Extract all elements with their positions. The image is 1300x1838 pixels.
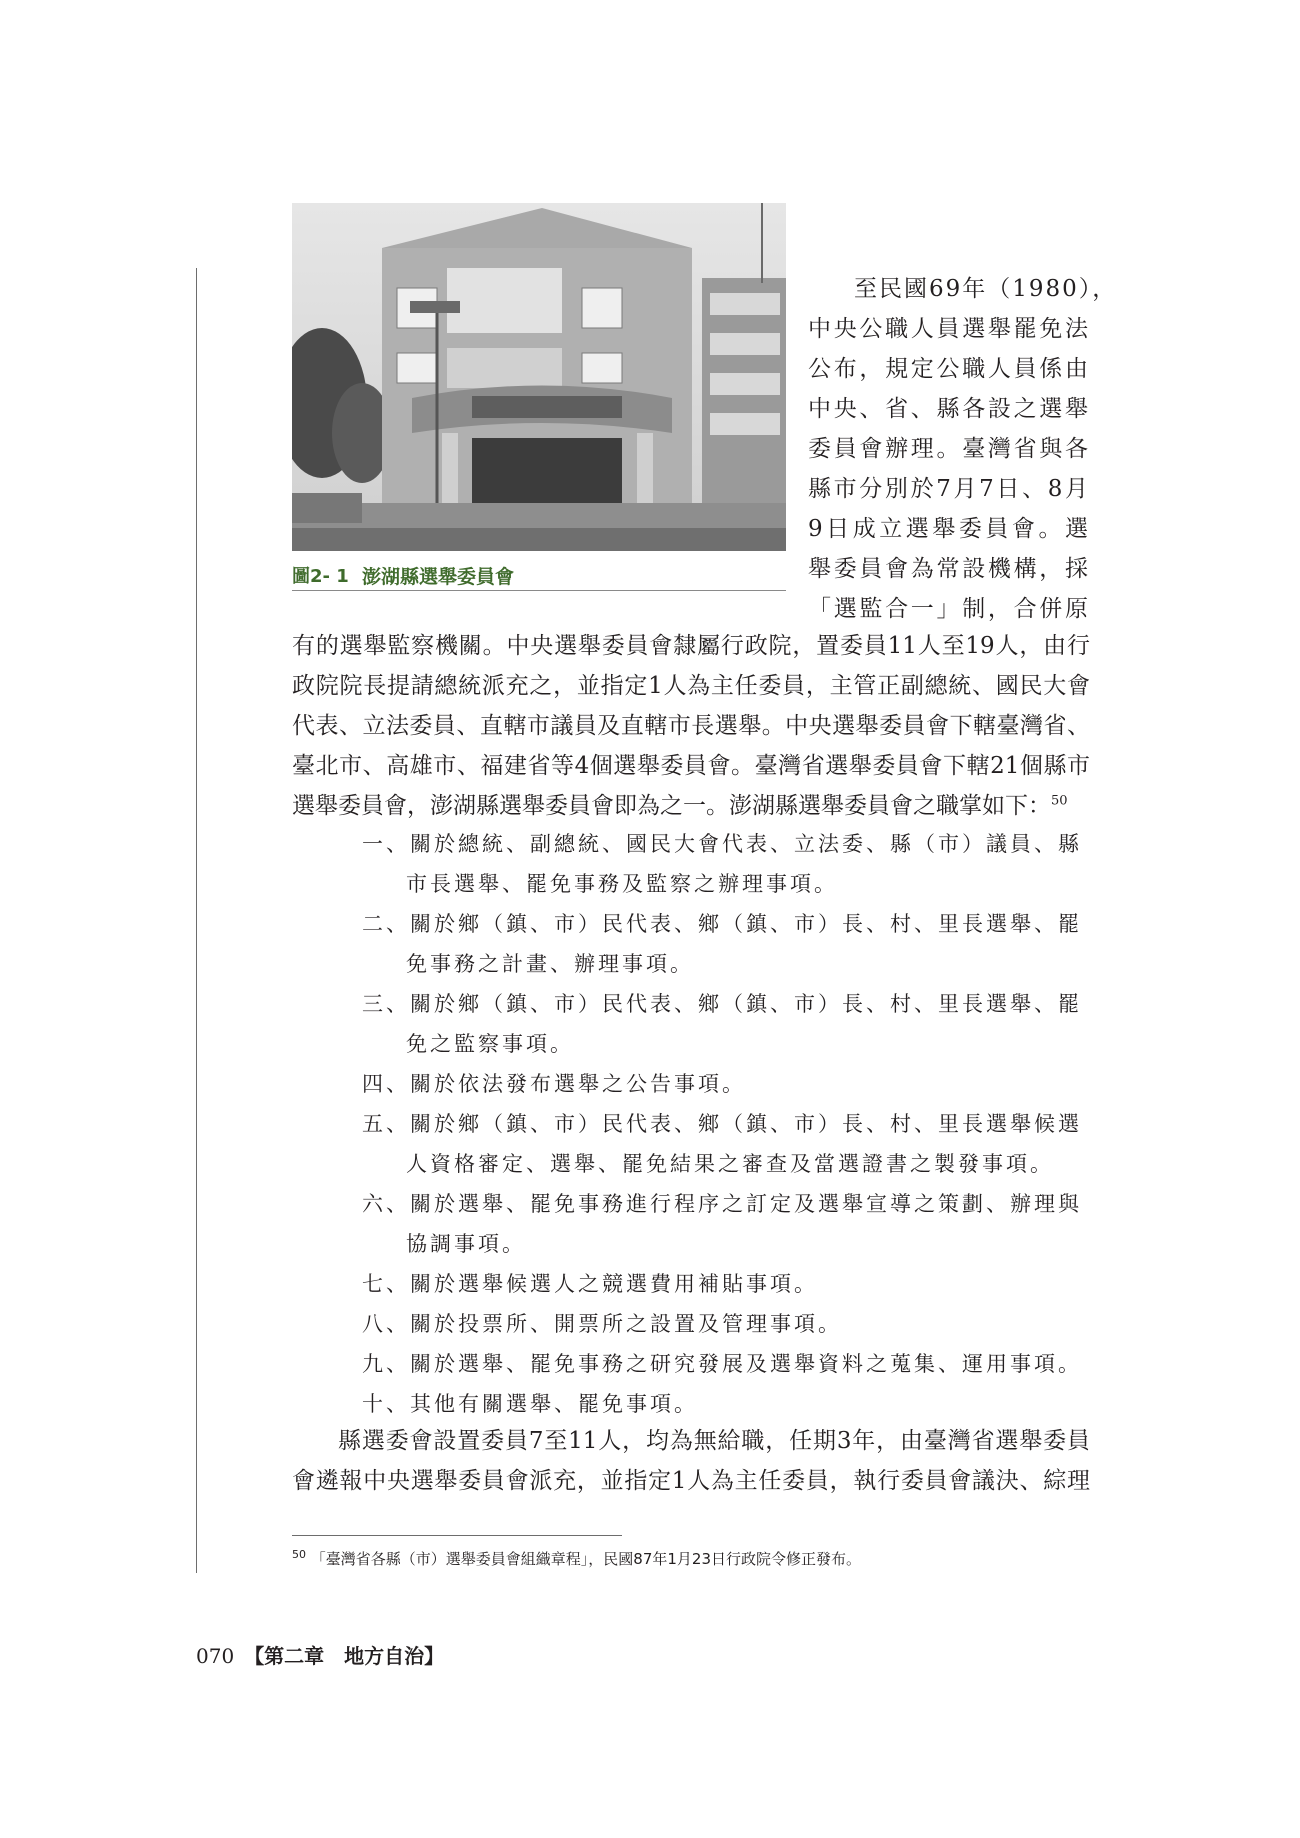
chapter-title: 【第二章 地方自治】: [244, 1644, 445, 1668]
list-item-line: 免事務之計畫、辦理事項。: [406, 952, 694, 976]
body-line-text: 選舉委員會，澎湖縣選舉委員會即為之一。澎湖縣選舉委員會之職掌如下：: [292, 793, 1051, 819]
body-line: 有的選舉監察機關。中央選舉委員會隸屬行政院，置委員11人至19人，由行: [292, 633, 1090, 659]
list-item-line: 二、關於鄉（鎮、市）民代表、鄉（鎮、市）長、村、里長選舉、罷: [362, 912, 1082, 936]
margin-rule: [196, 268, 197, 1573]
figure-caption: [292, 558, 786, 591]
side-line: 中央、省、縣各設之選舉: [808, 396, 1090, 422]
body-line: 會遴報中央選舉委員會派充，並指定1人為主任委員，執行委員會議決、綜理: [292, 1468, 1090, 1494]
list-item: [362, 1268, 1090, 1308]
list-item-line: 六、關於選舉、罷免事務進行程序之訂定及選舉宣導之策劃、辦理與: [362, 1192, 1082, 1216]
list-item: [362, 1108, 1090, 1188]
list-item: [362, 1348, 1090, 1388]
list-item: [362, 988, 1090, 1068]
list-item-line: 一、關於總統、副總統、國民大會代表、立法委、縣（市）議員、縣: [362, 832, 1082, 856]
building-photo: [292, 203, 786, 551]
body-line: [292, 787, 1090, 827]
list-item-line: 八、關於投票所、開票所之設置及管理事項。: [362, 1312, 842, 1336]
side-paragraph: [808, 270, 1118, 630]
list-item: [362, 1068, 1090, 1108]
figure-caption-text: 澎湖縣選舉委員會: [362, 566, 515, 588]
footnote: [292, 1548, 861, 1569]
list-item: [362, 1308, 1090, 1348]
list-item-line: 九、關於選舉、罷免事務之研究發展及選舉資料之蒐集、運用事項。: [362, 1352, 1082, 1376]
list-item: [362, 828, 1090, 908]
list-item: [362, 1188, 1090, 1268]
list-item-line: 四、關於依法發布選舉之公告事項。: [362, 1072, 746, 1096]
list-item-line: 協調事項。: [406, 1232, 526, 1256]
side-line: 委員會辦理。臺灣省與各: [808, 436, 1090, 462]
list-item-line: 免之監察事項。: [406, 1032, 574, 1056]
footnote-text: 「臺灣省各縣（市）選舉委員會組織章程」，民國87年1月23日行政院令修正發布。: [310, 1550, 862, 1568]
body-line: 臺北市、高雄市、福建省等4個選舉委員會。臺灣省選舉委員會下轄21個縣市: [292, 753, 1090, 779]
list-item-line: 十、其他有關選舉、罷免事項。: [362, 1392, 698, 1416]
body-paragraph: [292, 627, 1090, 827]
side-line: 中央公職人員選舉罷免法: [808, 316, 1090, 342]
list-item: [362, 908, 1090, 988]
side-line: 「選監合一」制，合併原: [808, 596, 1090, 622]
list-item-line: 市長選舉、罷免事務及監察之辦理事項。: [406, 872, 838, 896]
duties-list: [362, 828, 1090, 1428]
side-line: 公布，規定公職人員係由: [808, 356, 1090, 382]
list-item-line: 五、關於鄉（鎮、市）民代表、鄉（鎮、市）長、村、里長選舉候選: [362, 1112, 1082, 1136]
footnote-rule: [292, 1535, 622, 1536]
side-line: 9日成立選舉委員會。選: [808, 516, 1090, 542]
page-number: 070: [196, 1644, 235, 1668]
list-item-line: 人資格審定、選舉、罷免結果之審查及當選證書之製發事項。: [406, 1152, 1054, 1176]
footnote-reference: 50: [1051, 793, 1068, 809]
list-item-line: 七、關於選舉候選人之競選費用補貼事項。: [362, 1272, 818, 1296]
body-line: 政院院長提請總統派充之，並指定1人為主任委員，主管正副總統、國民大會: [292, 673, 1090, 699]
page-footer: [196, 1640, 444, 1669]
body-line: 代表、立法委員、直轄市議員及直轄市長選舉。中央選舉委員會下轄臺灣省、: [292, 713, 1090, 739]
footnote-number: 50: [292, 1548, 306, 1561]
side-line: 至民國69年（1980），: [854, 276, 1118, 302]
list-item-line: 三、關於鄉（鎮、市）民代表、鄉（鎮、市）長、村、里長選舉、罷: [362, 992, 1082, 1016]
side-line: 舉委員會為常設機構，採: [808, 556, 1090, 582]
closing-paragraph: [292, 1422, 1090, 1502]
figure-number: 圖2- 1: [292, 566, 349, 587]
side-line: 縣市分別於7月7日、8月: [808, 476, 1090, 502]
body-line: 縣選委會設置委員7至11人，均為無給職，任期3年，由臺灣省選舉委員: [338, 1428, 1090, 1454]
